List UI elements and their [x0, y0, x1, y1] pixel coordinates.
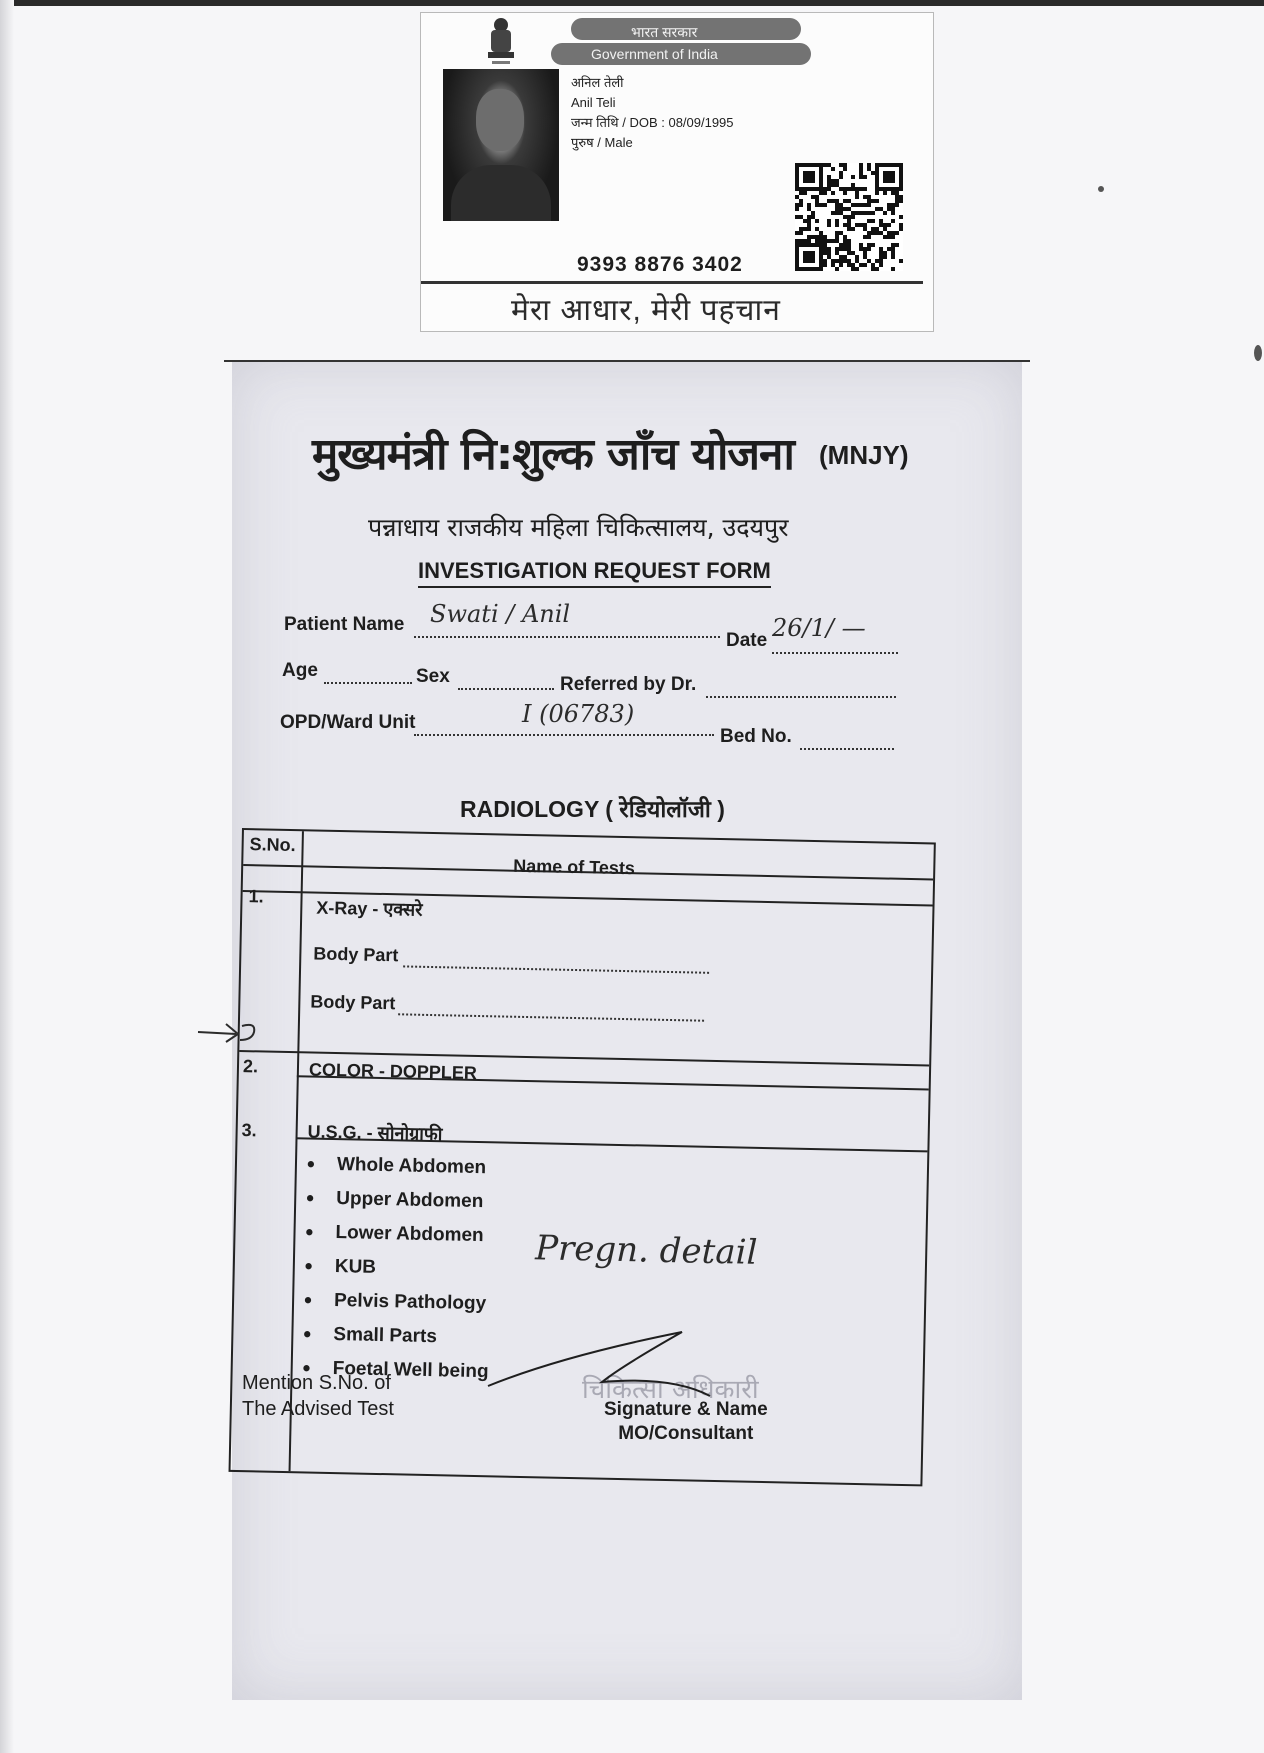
col-sno-header: S.No. [249, 834, 296, 856]
usg-item-kub: • KUB [335, 1256, 377, 1279]
officer-stamp: चिकित्सा अधिकारी [582, 1375, 759, 1405]
usg-item-upper-abdomen: • Upper Abdomen [336, 1188, 484, 1213]
date-label: Date [726, 630, 768, 651]
investigation-form [232, 360, 1022, 1700]
aadhaar-number: 9393 8876 3402 [577, 253, 743, 276]
national-emblem-icon [483, 15, 519, 67]
scheme-title-hindi: मुख्यमंत्री नि:शुल्क जाँच योजना [312, 429, 794, 480]
body-part-label-2: Body Part [310, 991, 396, 1014]
usg-item-pelvis-pathology: • Pelvis Pathology [334, 1290, 486, 1315]
form-top-edge [224, 360, 1030, 362]
holder-name-hindi: अनिल तेली [571, 75, 624, 90]
date-value: 26/1/ — [772, 614, 866, 642]
bed-no-label: Bed No. [720, 726, 792, 747]
opd-ward-label: OPD/Ward Unit [280, 712, 416, 733]
body-part-line-2 [398, 1013, 704, 1021]
aadhaar-tagline: मेरा आधार, मेरी पहचान [511, 294, 781, 327]
patient-name-value: Swati / Anil [430, 600, 571, 628]
handwritten-note: Pregn. detail [534, 1228, 758, 1273]
hospital-name: पन्नाधाय राजकीय महिला चिकित्सालय, उदयपुर [368, 513, 789, 542]
holder-name-english: Anil Teli [571, 95, 616, 110]
body-part-label-1: Body Part [313, 943, 399, 966]
form-title: INVESTIGATION REQUEST FORM [418, 558, 771, 588]
footer-instruction [242, 1370, 394, 1422]
sex-line [458, 688, 554, 690]
usg-item-foetal-well-being: • Foetal Well being [332, 1358, 488, 1383]
age-label: Age [282, 660, 318, 681]
qr-code-icon [795, 163, 903, 271]
referred-by-label: Referred by Dr. [560, 674, 697, 695]
gov-english-text: Government of India [591, 46, 718, 62]
signature-label: Signature & Name [604, 1399, 768, 1420]
bed-no-line [800, 748, 894, 750]
opd-ward-value: I (06783) [522, 700, 635, 728]
holder-gender: पुरुष / Male [571, 135, 633, 150]
usg-item-lower-abdomen: • Lower Abdomen [335, 1222, 484, 1247]
date-line [772, 652, 898, 654]
xray-test: X-Ray - एक्सरे [316, 897, 423, 920]
row-sno-3: 3. [241, 1120, 257, 1141]
col-tests-header: Name of Tests [513, 855, 636, 879]
patient-name-line [414, 636, 720, 638]
scan-left-shadow [0, 0, 14, 1753]
holder-dob: जन्म तिथि / DOB : 08/09/1995 [571, 115, 734, 130]
sex-label: Sex [416, 666, 450, 687]
handwritten-tick-mark [196, 1018, 276, 1048]
radiology-section-title: RADIOLOGY ( रेडियोलॉजी ) [460, 796, 725, 822]
gov-hindi-text: भारत सरकार [631, 24, 698, 40]
usg-item-small-parts: • Small Parts [333, 1324, 437, 1348]
color-doppler-test: COLOR - DOPPLER [308, 1059, 478, 1083]
scan-speck [1254, 345, 1262, 361]
usg-test: U.S.G. - सोनोग्राफी [307, 1121, 443, 1145]
footer-instruction-line-2: The Advised Test [242, 1398, 394, 1420]
aadhaar-card [420, 12, 934, 332]
scheme-title-abbr: (MNJY) [819, 440, 909, 470]
signature-block [604, 1398, 768, 1446]
row-sno-2: 2. [242, 1056, 259, 1077]
designation-label: MO/Consultant [618, 1423, 754, 1444]
body-part-line-1 [403, 965, 709, 973]
card-holder-details [571, 73, 734, 153]
opd-ward-line [414, 734, 714, 736]
referred-by-line [706, 696, 896, 698]
holder-photo [443, 69, 559, 221]
patient-name-label: Patient Name [284, 614, 405, 635]
footer-instruction-line-1: Mention S.No. of [242, 1372, 391, 1394]
usg-item-whole-abdomen: • Whole Abdomen [337, 1154, 487, 1179]
scan-speck [1098, 186, 1104, 192]
age-line [324, 682, 412, 684]
scan-top-edge [0, 0, 1264, 6]
row-sno-1: 1. [248, 886, 264, 907]
card-divider [421, 281, 923, 284]
